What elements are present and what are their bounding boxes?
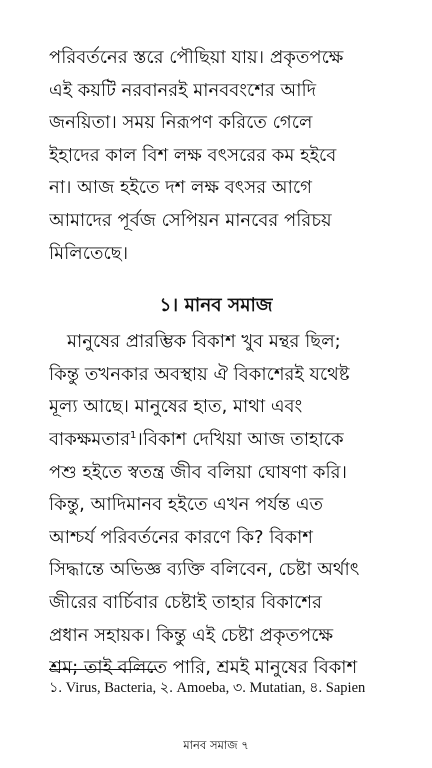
text-line: আমাদের পূর্বজ সেপিয়ন মানবের পরিচয়	[49, 209, 332, 231]
text-line: পশু হইতে স্বতন্ত্র জীব বলিয়া ঘোষণা করি।	[49, 461, 347, 483]
text-line: এই কয়টি নরবানরই মানববংশের আদি	[49, 79, 317, 101]
page-footer: মানব সমাজ ৭	[183, 738, 249, 752]
text-line: মিলিতেছে।	[49, 242, 129, 264]
text-line: মূল্য আছে। মানুষের হাত, মাথা এবং	[49, 396, 303, 418]
text-line	[49, 424, 383, 457]
text-line: মানুষের প্রারম্ভিক বিকাশ খুব মন্থর ছিল;	[67, 331, 341, 353]
text-line: প্রধান সহায়ক। কিন্তু এই চেষ্টা প্রকৃতপক্ষে	[49, 624, 334, 646]
text-fragment: ।বিকাশ দেখিয়া আজ তাহাকে	[136, 428, 344, 450]
text-line: কিন্তু তখনকার অবস্থায় ঐ বিকাশেরই যথেষ্ট	[49, 363, 350, 385]
text-line: আশ্চর্য পরিবর্তনের কারণে কি? বিকাশ	[49, 526, 313, 548]
footnote-divider	[49, 669, 157, 670]
text-line: জনয়িতা। সময় নিরূপণ করিতে গেলে	[49, 112, 313, 134]
paragraph-1	[49, 42, 383, 270]
page-body	[49, 42, 383, 685]
footnote-marker[interactable]: 1	[130, 429, 137, 441]
text-line: পরিবর্তনের স্তরে পৌছিয়া যায়। প্রকৃতপক্ষে	[49, 47, 344, 68]
paragraph-2	[49, 326, 383, 685]
text-line: ইহাদের কাল বিশ লক্ষ বৎসরের কম হইবে	[49, 144, 337, 166]
text-line: না। আজ হইতে দশ লক্ষ বৎসর আগে	[49, 177, 312, 199]
text-fragment: বাকক্ষমতার	[49, 428, 131, 450]
footnote: ১. Virus, Bacteria, ২. Amoeba, ৩. Mutatian, ৪. Sapien	[49, 680, 366, 696]
text-line: সিদ্ধান্তে অভিজ্ঞ ব্যক্তি বলিবেন, চেষ্টা অর্থাৎ	[49, 559, 360, 581]
text-line: শ্রম; তাই বলিতে পারি, শ্রমই মানুষের বিকাশ	[49, 657, 358, 679]
text-line: কিন্তু, আদিমানব হইতে এখন পর্যন্ত এত	[49, 494, 324, 516]
text-line: জীরের বার্চিবার চেষ্টাই তাহার বিকাশের	[49, 591, 322, 613]
section-heading: ১। মানব সমাজ	[159, 295, 273, 317]
